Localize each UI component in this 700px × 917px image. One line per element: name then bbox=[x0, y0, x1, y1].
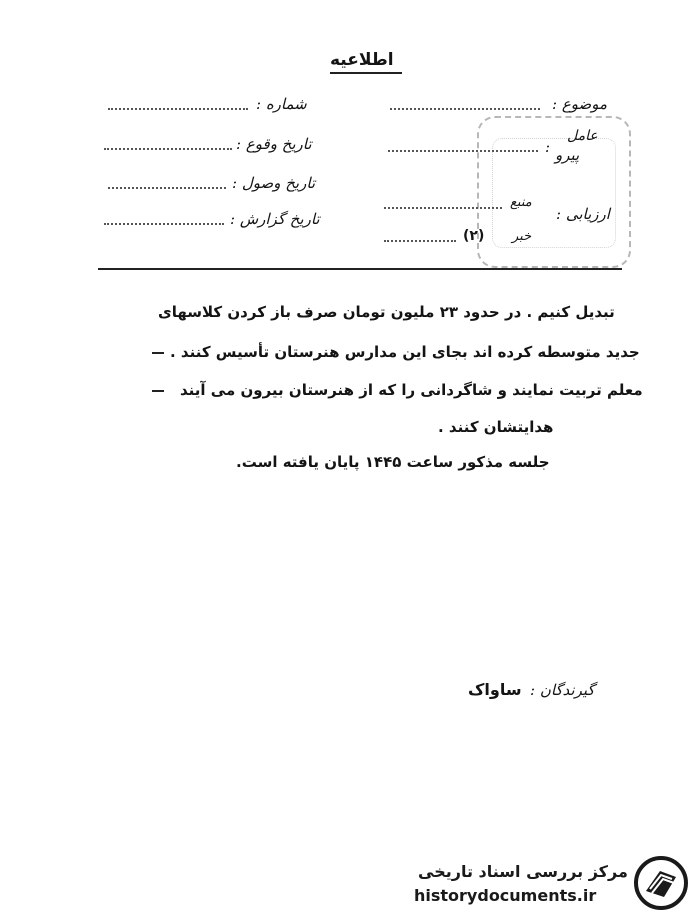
news-dotted-line bbox=[384, 240, 456, 242]
book-emblem-icon bbox=[632, 855, 690, 911]
news-value: (۲) bbox=[463, 228, 485, 244]
document-title: اطلاعیه bbox=[330, 50, 394, 70]
report-date-label: تاریخ گزارش : bbox=[230, 210, 320, 228]
watermark-url: historydocuments.ir bbox=[414, 886, 597, 905]
subject-label: موضوع : bbox=[552, 95, 608, 113]
body-line-4: هدایتشان کنند . bbox=[438, 418, 554, 436]
receive-date-label: تاریخ وصول : bbox=[232, 174, 316, 192]
source-dotted-line bbox=[388, 150, 538, 152]
news-label: خبر bbox=[512, 229, 532, 244]
faded-stamp-inner bbox=[492, 138, 616, 248]
title-underline bbox=[330, 72, 402, 74]
origin-label: منبع bbox=[510, 195, 532, 210]
event-date-dotted-line bbox=[104, 148, 232, 150]
event-date-label: تاریخ وقوع : bbox=[236, 135, 312, 153]
line-end-dash bbox=[152, 390, 164, 392]
number-dotted-line bbox=[108, 108, 248, 110]
source-colon: : bbox=[545, 138, 551, 156]
source-label: عامل bbox=[567, 128, 598, 144]
closing-line: جلسه مذکور ساعت ۱۴۴۵ پایان یافته است. bbox=[236, 453, 550, 471]
recipients-value: ساواک bbox=[468, 680, 522, 699]
report-date-dotted-line bbox=[104, 223, 224, 225]
leader-label: پیرو bbox=[555, 146, 580, 164]
evaluation-label: ارزیابی : bbox=[556, 205, 610, 223]
header-divider bbox=[98, 268, 622, 270]
origin-dotted-line bbox=[384, 207, 502, 209]
receive-date-dotted-line bbox=[108, 187, 226, 189]
number-label: شماره : bbox=[256, 95, 307, 113]
body-line-3: معلم تربیت نمایند و شاگردانی را که از هنرستان بیرون می آیند bbox=[180, 381, 643, 399]
watermark-title: مرکز بررسی اسناد تاریخی bbox=[418, 862, 628, 881]
recipients-label: گیرندگان : bbox=[530, 681, 595, 699]
line-end-dash bbox=[152, 352, 164, 354]
body-line-2: جدید متوسطه کرده اند بجای این مدارس هنرستان تأسیس کنند . bbox=[170, 343, 640, 361]
subject-dotted-line bbox=[390, 108, 540, 110]
body-line-1: تبدیل کنیم . در حدود ۲۳ ملیون تومان صرف باز کردن کلاسهای bbox=[158, 303, 615, 321]
